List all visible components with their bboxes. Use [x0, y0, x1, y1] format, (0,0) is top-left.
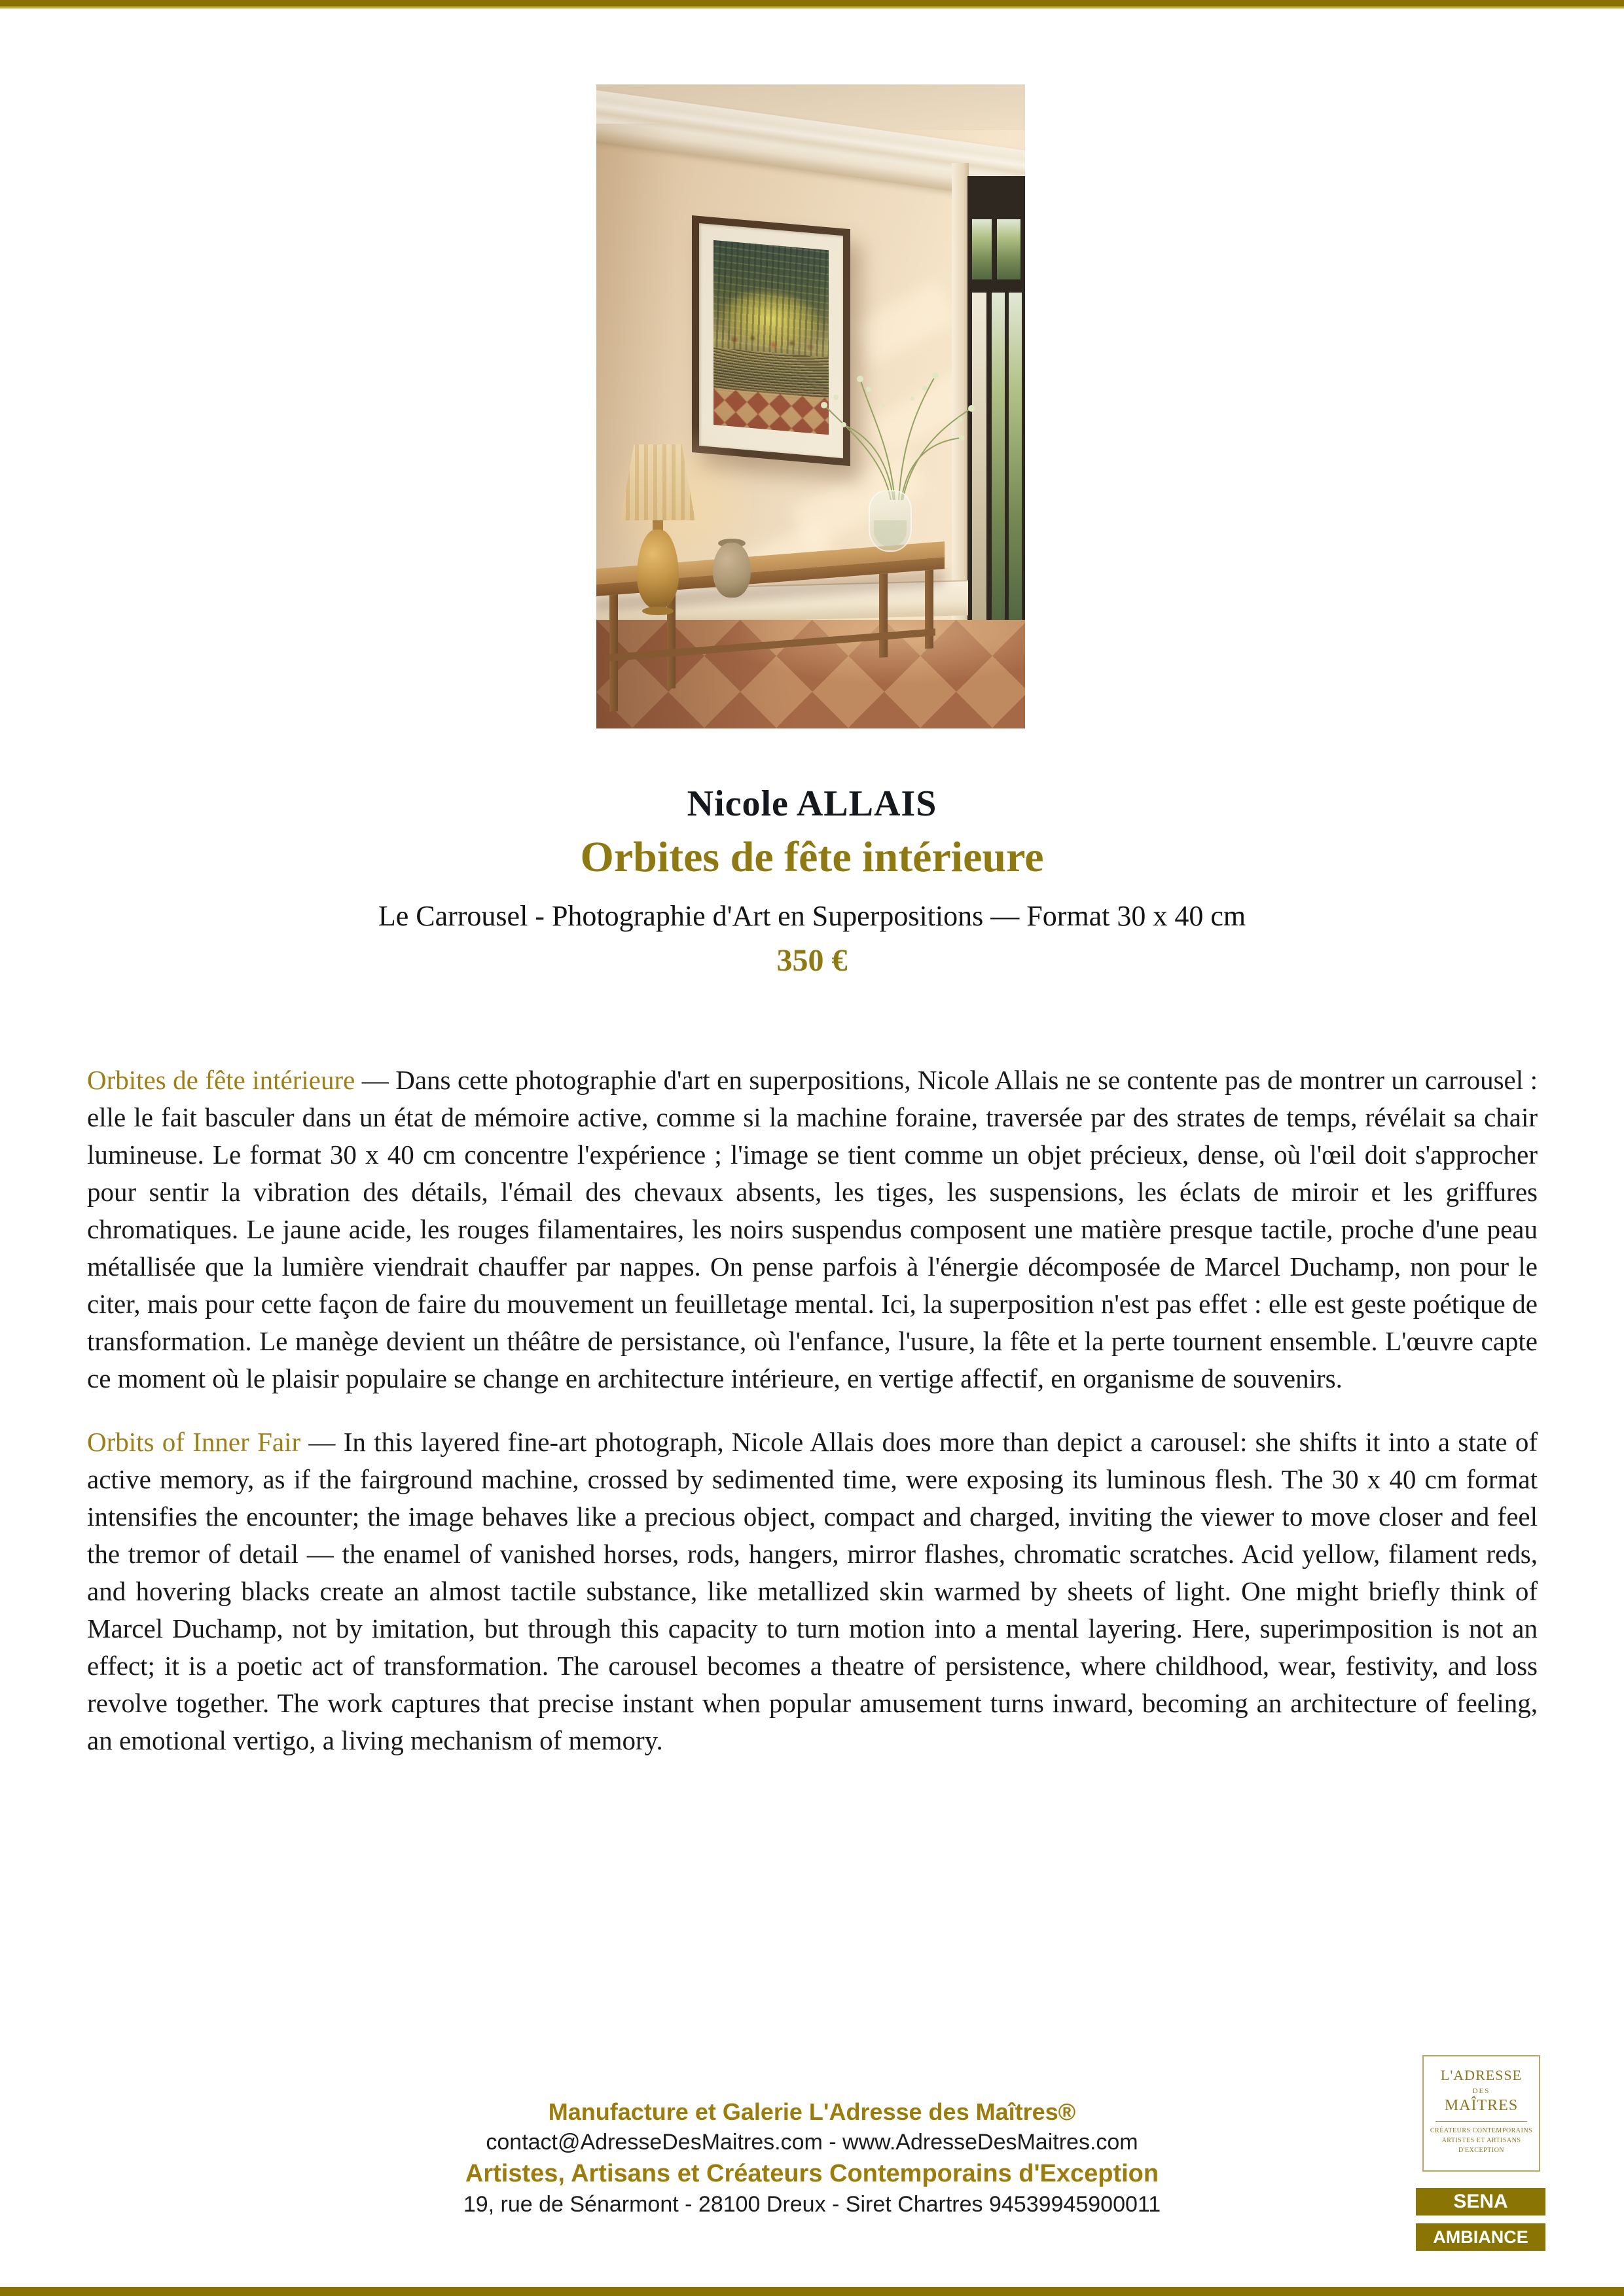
description-french-lead: Orbites de fête intérieure	[87, 1065, 355, 1095]
description-block	[87, 1062, 1538, 1759]
artwork-title: Orbites de fête intérieure	[580, 833, 1044, 881]
photo-warm-tint	[596, 84, 1025, 728]
badge-divider	[1435, 2121, 1527, 2122]
description-french	[87, 1062, 1538, 1397]
description-french-dash: —	[355, 1065, 396, 1095]
artist-name: Nicole ALLAIS	[687, 783, 937, 824]
badge-subline-2: ARTISTES ET ARTISANS	[1441, 2137, 1521, 2144]
description-english	[87, 1424, 1538, 1759]
description-english-body: In this layered fine-art photograph, Nicole Allais does more than depict a carousel: she shifts it into a state of active memory, as if the fairground machine, crossed by sedimented time, were exposing its luminous flesh. The 30 x 40 cm format intensifies the encounter; the image behaves like a precious object, compact and charged, inviting the viewer to move closer and feel the tremor of detail — the enamel of vanished horses, rods, hangers, mirror flashes, chromatic scratches. Acid yellow, filament reds, and hovering blacks create an almost tactile substance, like metallized skin warmed by sheets of light. One might briefly think of Marcel Duchamp, not by imitation, but through this capacity to turn motion into a mental layering. Here, superimposition is not an effect; it is a poetic act of transformation. The carousel becomes a theatre of persistence, where childhood, wear, festivity, and loss revolve together. The work captures that precise instant when popular amusement turns inward, becoming an architecture of feeling, an emotional vertigo, a living mechanism of memory.	[87, 1427, 1538, 1755]
bottom-gold-bar	[0, 2287, 1624, 2296]
description-english-lead: Orbits of Inner Fair	[87, 1427, 301, 1457]
footer-tagline: Artistes, Artisans et Créateurs Contemporains d'Exception	[465, 2160, 1159, 2187]
footer-contact-line: contact@AdresseDesMaitres.com - www.AdresseDesMaitres.com	[486, 2130, 1138, 2155]
artwork-price: 350 €	[776, 943, 848, 978]
description-french-body: Dans cette photographie d'art en superpositions, Nicole Allais ne se contente pas de montrer un carrousel : elle le fait basculer dans un état de mémoire active, comme si la machine foraine, traversée par des strates de temps, révélait sa chair lumineuse. Le format 30 x 40 cm concentre l'expérience ; l'image se tient comme un objet précieux, dense, où l'œil doit s'approcher pour sentir la vibration des détails, l'émail des chevaux absents, les tiges, les suspensions, les éclats de miroir et les griffures chromatiques. Le jaune acide, les rouges filamentaires, les noirs suspendus composent une matière presque tactile, proche d'une peau métallisée que la lumière viendrait chauffer par nappes. On pense parfois à l'énergie décomposée de Marcel Duchamp, non pour le citer, mais pour cette façon de faire du mouvement un feuilletage mental. Ici, la superposition n'est pas effet : elle est geste poétique de transformation. Le manège devient un théâtre de persistance, où l'enfance, l'usure, la fête et la perte tournent ensemble. L'œuvre capte ce moment où le plaisir populaire se change en architecture intérieure, en vertige affectif, en organisme de souvenirs.	[87, 1065, 1538, 1393]
footer-address-line: 19, rue de Sénarmont - 28100 Dreux - Siret Chartres 94539945900011	[463, 2192, 1161, 2217]
artwork-subtitle: Le Carrousel - Photographie d'Art en Superpositions — Format 30 x 40 cm	[378, 900, 1246, 932]
footer	[0, 2097, 1624, 2219]
interior-photo	[596, 84, 1025, 728]
gallery-logo-badge	[1422, 2055, 1540, 2172]
description-english-dash: —	[300, 1427, 344, 1457]
badge-subline-3: D'EXCEPTION	[1458, 2147, 1505, 2154]
badge-maitres: MAÎTRES	[1444, 2097, 1519, 2114]
badge-ladresse: L'ADRESSE	[1440, 2067, 1523, 2083]
top-gold-bar	[0, 0, 1624, 9]
badge-des: DES	[1472, 2087, 1490, 2095]
badge-subline-1: CRÉATEURS CONTEMPORAINS	[1430, 2127, 1533, 2134]
footer-gallery-name: Manufacture et Galerie L'Adresse des Maîtres®	[548, 2098, 1076, 2125]
sena-label: SENA	[1416, 2188, 1545, 2215]
ambiance-label: AMBIANCE	[1416, 2223, 1545, 2251]
